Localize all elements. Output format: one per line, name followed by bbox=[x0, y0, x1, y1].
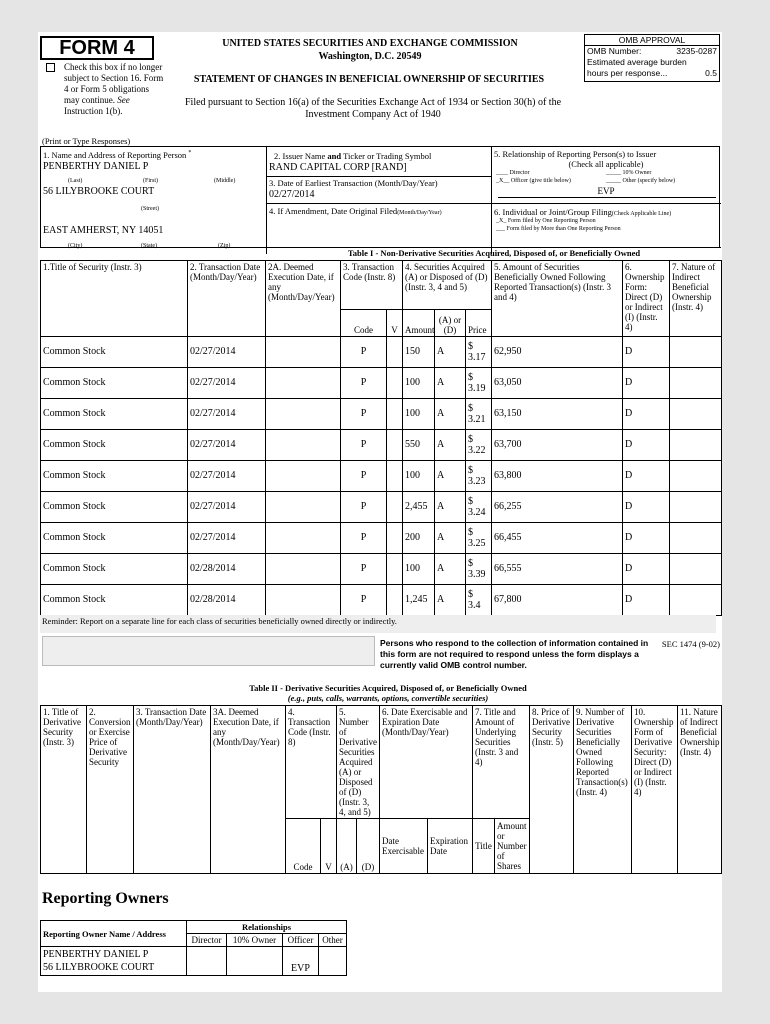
reminder-blank-box bbox=[42, 636, 375, 666]
t1-title: Common Stock bbox=[41, 585, 188, 616]
t1-price bbox=[466, 585, 492, 616]
t1-v bbox=[387, 337, 403, 368]
t1-amount: 100 bbox=[403, 368, 435, 399]
see-text: See bbox=[117, 95, 130, 105]
first-label: (First) bbox=[143, 178, 158, 184]
price-currency: $ bbox=[468, 496, 473, 507]
table1-title: Table I - Non-Derivative Securities Acquired, Disposed of, or Beneficially Owned bbox=[347, 248, 641, 258]
divider-v2 bbox=[491, 146, 492, 254]
t1-sub-price: Price bbox=[466, 310, 492, 337]
table2-subtitle: (e.g., puts, calls, warrants, options, convertible securities) bbox=[287, 693, 489, 703]
omb-approval-box bbox=[584, 34, 720, 82]
t2-c3a: 3A. Deemed Execution Date, if any (Month/Day/Year) bbox=[211, 706, 286, 874]
agency-name: UNITED STATES SECURITIES AND EXCHANGE COMMISSION bbox=[222, 38, 518, 49]
table1-row bbox=[41, 337, 722, 368]
t1-form: D bbox=[623, 430, 670, 461]
t1-owned: 66,255 bbox=[492, 492, 623, 523]
amendment-label-text: 4. If Amendment, Date Original Filed bbox=[269, 206, 398, 216]
reporting-owners-heading: Reporting Owners bbox=[42, 890, 169, 907]
t1-price bbox=[466, 399, 492, 430]
t2-s-date-ex: Date Exercisable bbox=[380, 819, 428, 874]
t1-deemed bbox=[266, 492, 341, 523]
ro-relationships-header: Relationships bbox=[187, 921, 347, 934]
t1-col1-header: 1.Title of Security (Instr. 3) bbox=[41, 261, 188, 337]
t1-code: P bbox=[341, 399, 387, 430]
ro-owner10-header: 10% Owner bbox=[227, 934, 283, 947]
t1-title: Common Stock bbox=[41, 399, 188, 430]
city-value: EAST AMHERST, NY 14051 bbox=[43, 225, 164, 236]
omb-number-row bbox=[585, 46, 719, 57]
state-label: (State) bbox=[141, 243, 157, 249]
issuer-label-post: Ticker or Trading Symbol bbox=[343, 151, 432, 161]
divider-h1 bbox=[266, 176, 492, 177]
t2-s-amount: Amount or Number of Shares bbox=[495, 819, 530, 874]
t1-form: D bbox=[623, 523, 670, 554]
t1-deemed bbox=[266, 554, 341, 585]
t1-date: 02/27/2014 bbox=[188, 430, 266, 461]
table1-row bbox=[41, 585, 722, 616]
t1-form: D bbox=[623, 585, 670, 616]
t1-owned: 66,455 bbox=[492, 523, 623, 554]
t1-deemed bbox=[266, 461, 341, 492]
table1-row bbox=[41, 554, 722, 585]
t1-title: Common Stock bbox=[41, 523, 188, 554]
t2-c7: 7. Title and Amount of Underlying Securities (Instr. 3 and 4) bbox=[473, 706, 530, 819]
t2-c9: 9. Number of Derivative Securities Beneficially Owned Following Reported Transaction(s) (Instr. 4) bbox=[574, 706, 632, 874]
statement-title: STATEMENT OF CHANGES IN BENEFICIAL OWNERSHIP OF SECURITIES bbox=[193, 74, 545, 85]
t2-s-d: (D) bbox=[357, 819, 380, 874]
t1-deemed bbox=[266, 399, 341, 430]
omb-number-label: OMB Number: bbox=[587, 46, 642, 56]
price-currency: $ bbox=[468, 403, 473, 414]
table1-row bbox=[41, 368, 722, 399]
filing-sub: (Check Applicable Line) bbox=[611, 211, 672, 217]
t2-c5: 5. Number of Derivative Securities Acquired (A) or Disposed of (D) (Instr. 3, 4, and 5) bbox=[337, 706, 380, 819]
t1-v bbox=[387, 430, 403, 461]
t1-date: 02/28/2014 bbox=[188, 554, 266, 585]
t1-aord: A bbox=[435, 492, 466, 523]
zip-label: (Zip) bbox=[218, 243, 231, 249]
t1-nature bbox=[670, 554, 722, 585]
t1-col3-header: 3. Transaction Code (Instr. 8) bbox=[341, 261, 403, 310]
price-currency: $ bbox=[468, 589, 473, 600]
t1-deemed bbox=[266, 523, 341, 554]
divider-h2 bbox=[266, 203, 721, 204]
middle-label: (Middle) bbox=[214, 178, 236, 184]
amendment-label bbox=[269, 206, 442, 216]
t1-amount: 1,245 bbox=[403, 585, 435, 616]
t2-s-code: Code bbox=[286, 819, 321, 874]
persons-text: Persons who respond to the collection of information contained in this form are not required to respond unless the form displays a currently valid OMB control number. bbox=[380, 638, 649, 670]
t1-sub-code: Code bbox=[341, 310, 387, 337]
omb-hours-value: 0.5 bbox=[705, 68, 717, 78]
t1-nature bbox=[670, 492, 722, 523]
price-currency: $ bbox=[468, 465, 473, 476]
t1-title: Common Stock bbox=[41, 461, 188, 492]
t1-col2-header: 2. Transaction Date (Month/Day/Year) bbox=[188, 261, 266, 337]
omb-title: OMB APPROVAL bbox=[585, 35, 719, 46]
rp-label-text: 1. Name and Address of Reporting Person bbox=[43, 150, 187, 160]
t1-amount: 100 bbox=[403, 461, 435, 492]
t1-deemed bbox=[266, 368, 341, 399]
t1-aord: A bbox=[435, 461, 466, 492]
t1-title: Common Stock bbox=[41, 368, 188, 399]
ro-row-name bbox=[41, 947, 187, 976]
t1-v bbox=[387, 585, 403, 616]
rel-title-line bbox=[498, 197, 716, 198]
t1-form: D bbox=[623, 368, 670, 399]
street-value: 56 LILYBROOKE COURT bbox=[43, 186, 155, 197]
t1-amount: 2,455 bbox=[403, 492, 435, 523]
price-value: 3.24 bbox=[468, 507, 486, 518]
rel-title-value: EVP bbox=[597, 186, 615, 196]
t1-owned: 67,800 bbox=[492, 585, 623, 616]
price-value: 3.17 bbox=[468, 352, 486, 363]
earliest-transaction-value: 02/27/2014 bbox=[269, 189, 315, 200]
table1-row bbox=[41, 399, 722, 430]
table1-row bbox=[41, 461, 722, 492]
t2-c6: 6. Date Exercisable and Expiration Date (Month/Day/Year) bbox=[380, 706, 473, 819]
omb-hours-label: hours per response... bbox=[587, 68, 668, 78]
filing-one: _X_ Form filed by One Reporting Person bbox=[496, 218, 596, 224]
omb-number-value: 3235-0287 bbox=[676, 46, 717, 56]
t1-owned: 66,555 bbox=[492, 554, 623, 585]
t1-nature bbox=[670, 337, 722, 368]
table1 bbox=[40, 260, 722, 616]
t1-nature bbox=[670, 523, 722, 554]
t1-nature bbox=[670, 368, 722, 399]
t1-price bbox=[466, 430, 492, 461]
t1-col7-header: 7. Nature of Indirect Beneficial Ownership (Instr. 4) bbox=[670, 261, 722, 337]
t2-c11: 11. Nature of Indirect Beneficial Ownership (Instr. 4) bbox=[678, 706, 722, 874]
t1-amount: 100 bbox=[403, 554, 435, 585]
ro-other-header: Other bbox=[319, 934, 347, 947]
t1-v bbox=[387, 554, 403, 585]
t1-title: Common Stock bbox=[41, 492, 188, 523]
t1-price bbox=[466, 368, 492, 399]
ro-row-officer: EVP bbox=[283, 947, 319, 976]
filed-pursuant-line2: Investment Company Act of 1940 bbox=[305, 109, 441, 120]
price-value: 3.4 bbox=[468, 600, 481, 611]
t1-price bbox=[466, 337, 492, 368]
t1-aord: A bbox=[435, 337, 466, 368]
price-value: 3.22 bbox=[468, 445, 486, 456]
t1-col4-header: 4. Securities Acquired (A) or Disposed of (D) (Instr. 3, 4 and 5) bbox=[403, 261, 492, 310]
sec-code: SEC 1474 (9-02) bbox=[661, 639, 720, 649]
t1-code: P bbox=[341, 523, 387, 554]
t2-c2: 2. Conversion or Exercise Price of Derivative Security bbox=[87, 706, 134, 874]
table1-row bbox=[41, 430, 722, 461]
rel-other: _____ Other (specify below) bbox=[606, 178, 676, 184]
checkbox-label: Check this box if no longer subject to Section 16. Form 4 or Form 5 obligations may continue. bbox=[64, 62, 164, 105]
rp-asterisk: * bbox=[188, 150, 192, 157]
filing-label bbox=[494, 207, 671, 217]
filing-label-text: 6. Individual or Joint/Group Filing bbox=[494, 207, 612, 217]
t1-form: D bbox=[623, 554, 670, 585]
price-value: 3.25 bbox=[468, 538, 486, 549]
t1-form: D bbox=[623, 399, 670, 430]
divider-v1 bbox=[266, 146, 267, 254]
t2-s-v: V bbox=[321, 819, 337, 874]
price-value: 3.19 bbox=[468, 383, 486, 394]
agency-location: Washington, D.C. 20549 bbox=[318, 51, 422, 62]
price-currency: $ bbox=[468, 558, 473, 569]
issuer-value: RAND CAPITAL CORP [RAND] bbox=[269, 162, 407, 173]
t2-c1: 1. Title of Derivative Security (Instr. 3) bbox=[41, 706, 87, 874]
ro-owner-address: 56 LILYBROOKE COURT bbox=[43, 962, 155, 973]
t1-aord: A bbox=[435, 368, 466, 399]
filed-pursuant-line1: Filed pursuant to Section 16(a) of the Securities Exchange Act of 1934 or Section 30(h) of the bbox=[184, 97, 562, 108]
t2-c8: 8. Price of Derivative Security (Instr. 5) bbox=[530, 706, 574, 874]
t1-price bbox=[466, 554, 492, 585]
t1-v bbox=[387, 523, 403, 554]
t2-c3: 3. Transaction Date (Month/Day/Year) bbox=[134, 706, 211, 874]
t1-owned: 63,150 bbox=[492, 399, 623, 430]
t1-sub-v: V bbox=[387, 310, 403, 337]
price-currency: $ bbox=[468, 341, 473, 352]
earliest-transaction-label: 3. Date of Earliest Transaction (Month/Day/Year) bbox=[269, 178, 438, 188]
t1-nature bbox=[670, 461, 722, 492]
t1-form: D bbox=[623, 492, 670, 523]
t1-nature bbox=[670, 585, 722, 616]
t1-deemed bbox=[266, 430, 341, 461]
t1-aord: A bbox=[435, 523, 466, 554]
ro-row-director bbox=[187, 947, 227, 976]
t1-price bbox=[466, 461, 492, 492]
filing-more: ___ Form filed by More than One Reporting Person bbox=[496, 226, 621, 232]
t1-aord: A bbox=[435, 399, 466, 430]
t1-nature bbox=[670, 430, 722, 461]
omb-hours-row bbox=[585, 68, 719, 79]
t1-form: D bbox=[623, 337, 670, 368]
t2-c10: 10. Ownership Form of Derivative Security: Direct (D) or Indirect (I) (Instr. 4) bbox=[632, 706, 678, 874]
t1-form: D bbox=[623, 461, 670, 492]
t1-aord: A bbox=[435, 585, 466, 616]
table2-title: Table II - Derivative Securities Acquired, Disposed of, or Beneficially Owned bbox=[249, 683, 527, 693]
ro-director-header: Director bbox=[187, 934, 227, 947]
t1-aord: A bbox=[435, 554, 466, 585]
reporting-person-name: PENBERTHY DANIEL P bbox=[43, 161, 149, 172]
reminder-text: Reminder: Report on a separate line for each class of securities beneficially owned directly or indirectly. bbox=[42, 616, 397, 626]
print-note: (Print or Type Responses) bbox=[42, 136, 131, 146]
t1-v bbox=[387, 461, 403, 492]
t1-v bbox=[387, 368, 403, 399]
t1-owned: 62,950 bbox=[492, 337, 623, 368]
street-label: (Street) bbox=[141, 206, 159, 212]
table1-body bbox=[41, 337, 722, 616]
table1-row bbox=[41, 523, 722, 554]
t1-nature bbox=[670, 399, 722, 430]
t1-code: P bbox=[341, 430, 387, 461]
t1-code: P bbox=[341, 461, 387, 492]
no-longer-subject-checkbox[interactable] bbox=[46, 63, 55, 72]
issuer-label-pre: 2. Issuer Name bbox=[274, 151, 326, 161]
t1-col5-header: 5. Amount of Securities Beneficially Owned Following Reported Transaction(s) (Instr. 3 and 4) bbox=[492, 261, 623, 337]
table2 bbox=[40, 705, 722, 874]
reporting-owners-table bbox=[40, 920, 347, 976]
table1-row bbox=[41, 492, 722, 523]
t1-code: P bbox=[341, 554, 387, 585]
t1-date: 02/27/2014 bbox=[188, 492, 266, 523]
form-title: FORM 4 bbox=[59, 37, 135, 59]
t1-owned: 63,700 bbox=[492, 430, 623, 461]
rel-officer: _X__ Officer (give title below) bbox=[496, 178, 571, 184]
t2-c4: 4. Transaction Code (Instr. 8) bbox=[286, 706, 337, 819]
rel-10pct-owner: _____ 10% Owner bbox=[606, 170, 652, 176]
t1-price bbox=[466, 492, 492, 523]
t1-date: 02/28/2014 bbox=[188, 585, 266, 616]
form-title-box bbox=[40, 36, 154, 60]
price-currency: $ bbox=[468, 372, 473, 383]
t1-date: 02/27/2014 bbox=[188, 368, 266, 399]
t1-code: P bbox=[341, 492, 387, 523]
t1-deemed bbox=[266, 337, 341, 368]
t1-sub-aord: (A) or (D) bbox=[435, 310, 466, 337]
t1-amount: 550 bbox=[403, 430, 435, 461]
t1-amount: 150 bbox=[403, 337, 435, 368]
amendment-sub: (Month/Day/Year) bbox=[397, 210, 442, 216]
issuer-label-and: and bbox=[327, 151, 342, 161]
t1-price bbox=[466, 523, 492, 554]
t2-s-exp: Expiration Date bbox=[428, 819, 473, 874]
form-page bbox=[38, 32, 722, 992]
ro-row-other bbox=[319, 947, 347, 976]
t1-col6-header: 6. Ownership Form: Direct (D) or Indirect (I) (Instr. 4) bbox=[623, 261, 670, 337]
t1-owned: 63,050 bbox=[492, 368, 623, 399]
price-currency: $ bbox=[468, 434, 473, 445]
omb-burden: Estimated average burden bbox=[587, 57, 687, 67]
t1-v bbox=[387, 399, 403, 430]
rel-director: ____ Director bbox=[496, 170, 530, 176]
t1-date: 02/27/2014 bbox=[188, 399, 266, 430]
t1-sub-amount: Amount bbox=[403, 310, 435, 337]
price-value: 3.21 bbox=[468, 414, 486, 425]
instruction-text: Instruction 1(b). bbox=[64, 106, 123, 116]
t1-date: 02/27/2014 bbox=[188, 337, 266, 368]
t1-code: P bbox=[341, 337, 387, 368]
t1-deemed bbox=[266, 585, 341, 616]
city-label: (City) bbox=[68, 243, 83, 249]
t1-owned: 63,800 bbox=[492, 461, 623, 492]
issuer-label bbox=[274, 151, 431, 161]
t2-s-a: (A) bbox=[337, 819, 357, 874]
t1-date: 02/27/2014 bbox=[188, 461, 266, 492]
t1-v bbox=[387, 492, 403, 523]
t1-aord: A bbox=[435, 430, 466, 461]
t2-s-title: Title bbox=[473, 819, 495, 874]
ro-officer-header: Officer bbox=[283, 934, 319, 947]
ro-owner-name: PENBERTHY DANIEL P bbox=[43, 949, 149, 960]
ro-row-owner10 bbox=[227, 947, 283, 976]
t1-amount: 100 bbox=[403, 399, 435, 430]
reporting-person-label bbox=[43, 150, 191, 160]
t1-amount: 200 bbox=[403, 523, 435, 554]
t1-col2a-header: 2A. Deemed Execution Date, if any (Month/Day/Year) bbox=[266, 261, 341, 337]
relationship-sub: (Check all applicable) bbox=[568, 159, 644, 169]
last-label: (Last) bbox=[68, 178, 83, 184]
t1-title: Common Stock bbox=[41, 430, 188, 461]
ro-name-header: Reporting Owner Name / Address bbox=[41, 921, 187, 947]
t1-title: Common Stock bbox=[41, 554, 188, 585]
price-value: 3.23 bbox=[468, 476, 486, 487]
price-value: 3.39 bbox=[468, 569, 486, 580]
t1-code: P bbox=[341, 368, 387, 399]
price-currency: $ bbox=[468, 527, 473, 538]
t1-date: 02/27/2014 bbox=[188, 523, 266, 554]
relationship-label: 5. Relationship of Reporting Person(s) to Issuer bbox=[494, 149, 657, 159]
t1-title: Common Stock bbox=[41, 337, 188, 368]
t1-code: P bbox=[341, 585, 387, 616]
